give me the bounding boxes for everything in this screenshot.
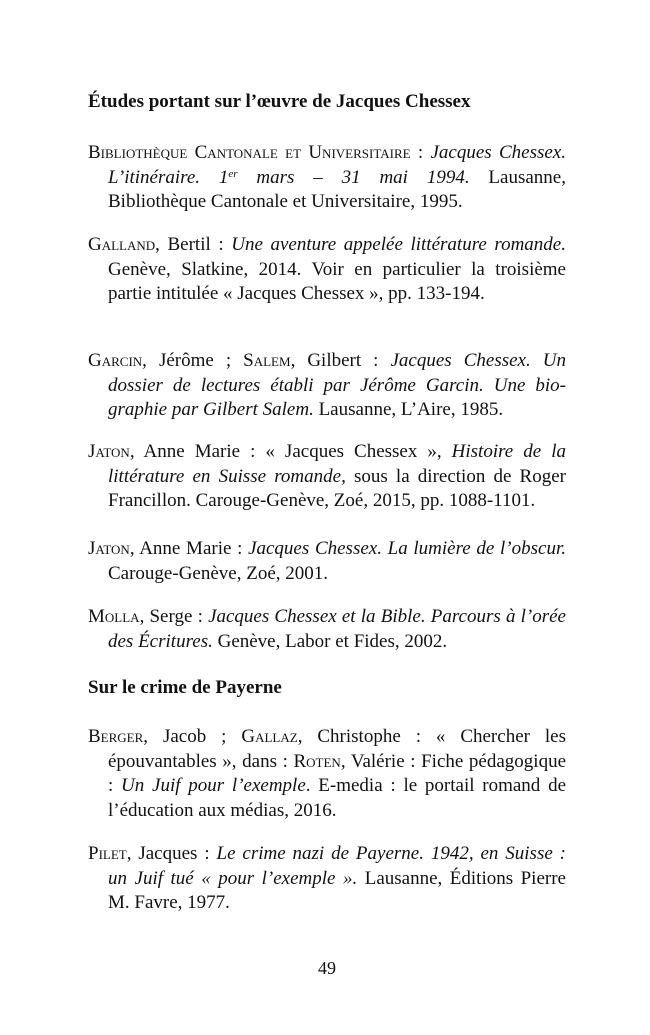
entry-text: , Jacob ; — [143, 726, 242, 747]
author-name: Bibliothèque Cantonale et Universitaire — [88, 142, 411, 163]
author-name: Jaton — [88, 441, 130, 462]
author-name: Jaton — [88, 538, 130, 559]
entry-text: , Serge : — [139, 606, 209, 627]
bibliography-entry-pilet — [88, 842, 566, 916]
entry-text: : — [410, 142, 431, 163]
entry-text: , Anne Marie : « Jacques Chessex », — [129, 441, 452, 462]
bibliography-entry-jaton-histoire — [88, 440, 566, 514]
entry-text: , Valérie : Fiche pédagogique : — [108, 750, 567, 797]
work-title: Jacques Chessex. Un dossier de lectures établi par Jérôme Garcin. Une biographie par Gilbert Salem. — [108, 350, 566, 421]
bibliography-entry-jaton-lumiere — [88, 537, 566, 586]
page — [88, 0, 566, 1035]
entry-text: Lausanne, Bibliothèque Cantonale et Universitaire, 1995. — [108, 166, 566, 213]
work-title: Histoire de la littérature en Suisse romande, — [108, 441, 566, 487]
author-name: Pilet — [88, 843, 127, 864]
entry-text: Carouge-Genève, Zoé, 2001. — [108, 562, 329, 584]
author-name: Gallaz — [241, 726, 298, 747]
bibliography-entry-bcu — [88, 141, 566, 215]
author-name: Molla — [88, 606, 140, 627]
entry-text: sous la direction de Roger Francillon. Carouge-Genève, Zoé, 2015, pp. 1088-1101. — [108, 465, 566, 512]
entry-text: , Gilbert : — [290, 350, 391, 371]
section-heading-studies: Études portant sur l’œuvre de Jacques Chessex — [88, 91, 471, 112]
section-heading-crime: Sur le crime de Payerne — [88, 677, 282, 698]
work-title: Jacques Chessex. L’itinéraire. 1 — [108, 142, 566, 188]
entry-text: Lausanne, Éditions Pierre M. Favre, 1977. — [108, 867, 566, 914]
author-name: Galland — [88, 234, 156, 255]
author-name: Roten — [293, 750, 341, 772]
entry-text: , Jérôme ; — [142, 350, 244, 371]
work-title: Jacques Chessex. La lumière de l’obscur. — [248, 538, 566, 559]
author-name: Garcin — [88, 350, 143, 371]
page-number: 49 — [318, 958, 336, 978]
entry-text: . E-media : le portail romand de l’éducation aux médias, 2016. — [108, 775, 567, 821]
entry-text: , Anne Marie : — [129, 538, 249, 559]
author-name: Berger — [88, 726, 144, 747]
author-name: Salem — [243, 350, 291, 371]
work-title: Un Juif pour l’exemple — [121, 775, 306, 797]
bibliography-entry-garcin-salem — [88, 349, 566, 423]
bibliography-entry-galland — [88, 233, 566, 307]
entry-text: Lausanne, L’Aire, 1985. — [313, 399, 504, 421]
work-title: er — [228, 167, 238, 180]
entry-text: , Jacques : — [126, 843, 217, 864]
work-title: Jacques Chessex et la Bible. Parcours à l’orée des Écritures. — [108, 606, 566, 652]
entry-text: , Christophe : « Chercher les épouvantables », dans : — [108, 726, 566, 772]
bibliography-entry-molla — [88, 605, 566, 654]
entry-text: , Bertil : — [155, 234, 232, 255]
work-title: Le crime nazi de Payerne. 1942, en Suisse : un Juif tué « pour l’exemple ». — [108, 843, 566, 889]
entry-text: Genève, Labor et Fides, 2002. — [212, 630, 448, 652]
bibliography-entry-berger-gallaz — [88, 725, 566, 823]
work-title: Une aventure appelée littérature romande. — [231, 234, 566, 255]
work-title: mars – 31 mai 1994. — [237, 166, 470, 188]
entry-text: Genève, Slatkine, 2014. Voir en particulier la troisième partie intitulée « Jacques Chessex », pp. 133-194. — [108, 258, 566, 305]
